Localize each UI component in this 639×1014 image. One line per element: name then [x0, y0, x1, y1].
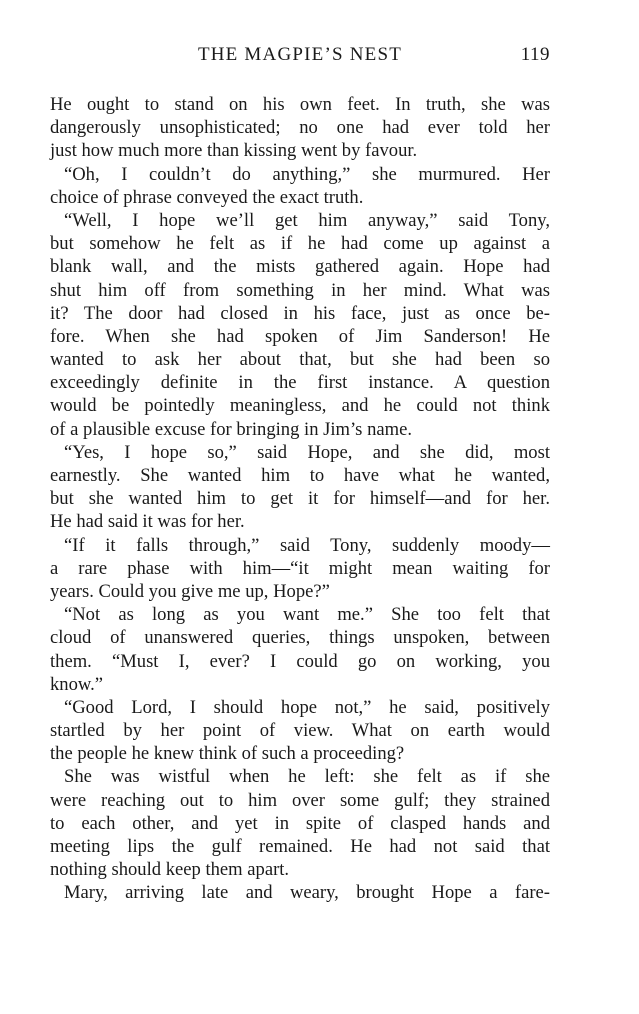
text-line: but somehow he felt as if he had come up against a — [50, 233, 550, 255]
text-line: choice of phrase conveyed the exact truth. — [50, 186, 364, 208]
text-line: wanted to ask her about that, but she had been so — [50, 349, 550, 371]
text-line: dangerously unsophisticated; no one had ever told her — [50, 117, 550, 139]
body-text — [50, 93, 550, 905]
text-line: “If it falls through,” said Tony, suddenly moody— — [64, 534, 550, 556]
text-line: just how much more than kissing went by favour. — [50, 140, 418, 162]
text-line: earnestly. She wanted him to have what he wanted, — [50, 465, 550, 486]
text-line: of a plausible excuse for bringing in Jim’s name. — [50, 418, 412, 440]
text-line: He had said it was for her. — [50, 511, 245, 533]
text-line: “Not as long as you want me.” She too felt that — [64, 604, 550, 626]
text-line: were reaching out to him over some gulf; they strained — [50, 789, 550, 811]
text-line: to each other, and yet in spite of clasped hands and — [50, 812, 550, 834]
text-line: cloud of unanswered queries, things unspoken, between — [50, 627, 550, 649]
text-line: a rare phase with him—“it might mean waiting for — [50, 557, 550, 579]
page-header — [50, 44, 550, 70]
text-line: shut him off from something in her mind. What was — [50, 279, 550, 301]
text-line: startled by her point of view. What on earth would — [50, 720, 550, 742]
text-line: meeting lips the gulf remained. He had not said that — [50, 836, 550, 857]
text-line: “Well, I hope we’ll get him anyway,” said Tony, — [64, 209, 550, 231]
text-line: fore. When she had spoken of Jim Sanderson! He — [50, 325, 550, 347]
text-line: years. Could you give me up, Hope?” — [50, 580, 330, 602]
text-line: it? The door had closed in his face, just as once be- — [50, 302, 550, 324]
page-number: 119 — [520, 44, 550, 65]
text-line: know.” — [50, 673, 104, 695]
text-line: exceedingly definite in the first instance. A question — [50, 372, 550, 394]
running-title: THE MAGPIE’S NEST — [197, 44, 403, 65]
text-line: “Yes, I hope so,” said Hope, and she did, most — [64, 441, 550, 463]
text-line: but she wanted him to get it for himself—and for her. — [50, 488, 550, 510]
text-line: would be pointedly meaningless, and he could not think — [50, 395, 550, 417]
text-line: Mary, arriving late and weary, brought Hope a fare- — [64, 882, 550, 904]
text-line: “Good Lord, I should hope not,” he said, positively — [64, 696, 550, 718]
text-line: She was wistful when he left: she felt as if she — [64, 766, 550, 788]
text-line: He ought to stand on his own feet. In truth, she was — [50, 94, 550, 115]
text-line: the people he knew think of such a proceeding? — [50, 743, 405, 765]
text-line: “Oh, I couldn’t do anything,” she murmured. Her — [64, 163, 550, 185]
text-line: blank wall, and the mists gathered again. Hope had — [50, 256, 550, 278]
text-line: them. “Must I, ever? I could go on working, you — [50, 650, 550, 672]
text-line: nothing should keep them apart. — [50, 859, 290, 881]
